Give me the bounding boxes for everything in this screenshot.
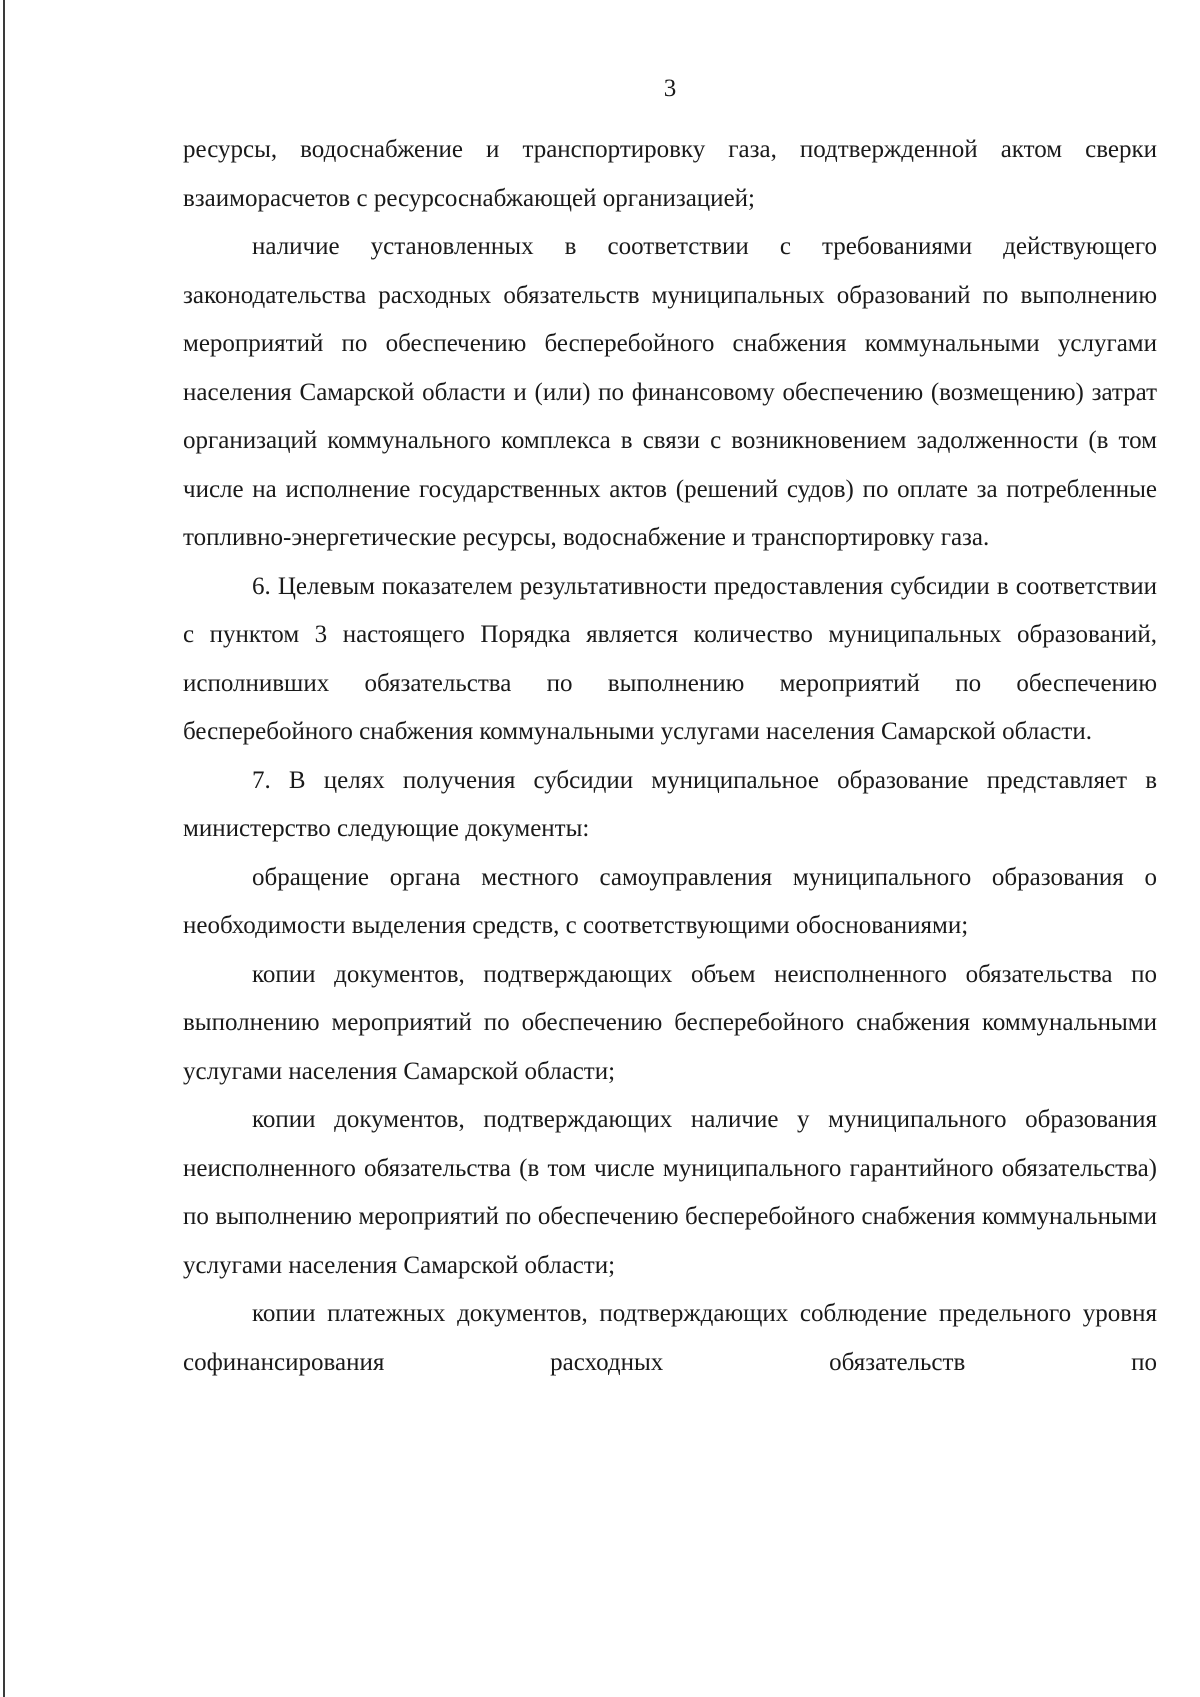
paragraph-continuation: ресурсы, водоснабжение и транспортировку газа, подтвержденной актом сверки взаиморасчетов с ресурсоснабжающей организацией; (183, 136, 1157, 212)
scan-left-edge (3, 0, 5, 1697)
paragraph-request-document: обращение органа местного самоуправления муниципального образования о необходимости выделения средств, с соответствующими обоснованиями; (183, 863, 1157, 939)
document-body (183, 126, 1157, 1387)
paragraph-legislation-condition: наличие установленных в соответствии с требованиями действующего законодательства расходных обязательств муниципальных образований по выполнению мероприятий по обеспечению бесперебойного снабжения коммунальными услугами населения Самарской области и (или) по финансовому обеспечению (возмещению) затрат организаций коммунального комплекса в связи с возникновением задолженности (в том числе на исполнение государственных актов (решений судов) по оплате за потребленные топливно-энергетические ресурсы, водоснабжение и транспортировку газа. (183, 233, 1157, 551)
paragraph-payment-documents: копии платежных документов, подтверждающих соблюдение предельного уровня софинансирования расходных обязательств по (183, 1300, 1157, 1376)
paragraph-item-6: 6. Целевым показателем результативности предоставления субсидии в соответствии с пунктом 3 настоящего Порядка является количество муниципальных образований, исполнивших обязательства по выполнению мероприятий по обеспечению бесперебойного снабжения коммунальными услугами населения Самарской области. (183, 572, 1157, 745)
paragraph-guarantee-documents: копии документов, подтверждающих наличие у муниципального образования неисполненного обязательства (в том числе муниципального гарантийного обязательства) по выполнению мероприятий по обеспечению бесперебойного снабжения коммунальными услугами населения Самарской области; (183, 1106, 1157, 1279)
paragraph-obligation-documents: копии документов, подтверждающих объем неисполненного обязательства по выполнению мероприятий по обеспечению бесперебойного снабжения коммунальными услугами населения Самарской области; (183, 960, 1157, 1085)
paragraph-item-7: 7. В целях получения субсидии муниципальное образование представляет в министерство следующие документы: (183, 766, 1157, 842)
page-number: 3 (663, 75, 677, 102)
